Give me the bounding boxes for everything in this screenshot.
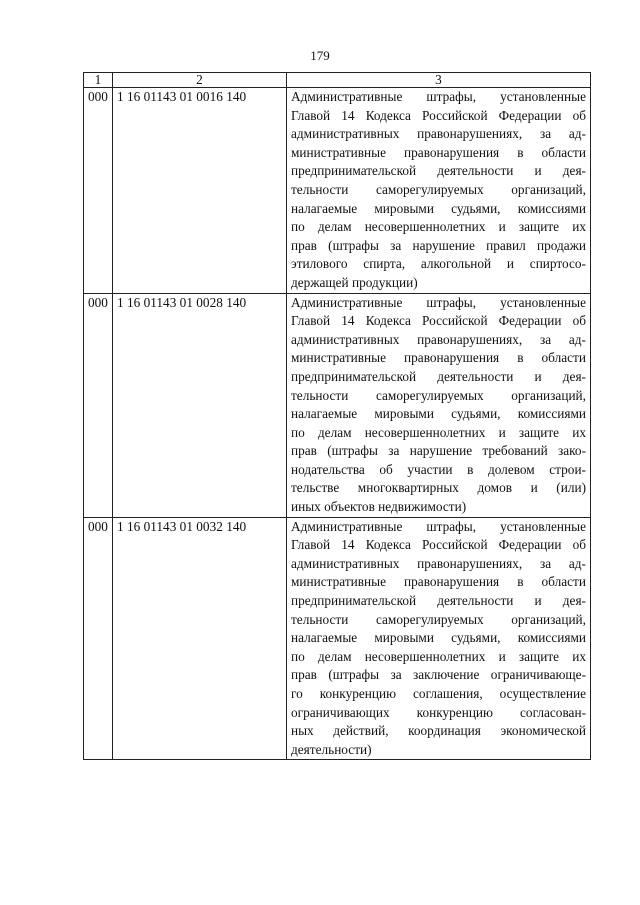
description-line: ограничивающих конкуренцию согласован-: [291, 704, 586, 720]
row-kbk-cell: 1 16 01143 01 0016 140: [113, 88, 287, 294]
table-body: [84, 73, 591, 760]
column-header-1: 1: [84, 73, 113, 88]
column-header-2: 2: [113, 73, 287, 88]
row-code-cell: 000: [84, 88, 113, 294]
description-line: налагаемые мировыми судьями, комиссиями: [291, 200, 586, 216]
description-line: прав (штрафы за заключение ограничивающе-: [291, 667, 586, 683]
description-line: прав (штрафы за нарушение правил продажи: [291, 237, 586, 253]
table-row: [84, 88, 591, 294]
description-line: административных правонарушениях, за ад-: [291, 331, 586, 347]
description-line: предпринимательской деятельности и дея-: [291, 368, 586, 384]
row-description-cell: [287, 293, 591, 517]
description-line: тельности саморегулируемых организаций,: [291, 181, 586, 197]
row-code-cell: 000: [84, 293, 113, 517]
description-line: ных действий, координация экономической: [291, 723, 586, 739]
description-line: Административные штрафы, установленные: [291, 89, 586, 104]
description-line: го конкуренцию соглашения, осуществление: [291, 686, 586, 701]
column-header-3: 3: [287, 73, 591, 88]
description-line: тельности саморегулируемых организаций,: [291, 611, 586, 627]
row-kbk-cell: 1 16 01143 01 0028 140: [113, 293, 287, 517]
description-line: Главой 14 Кодекса Российской Федерации об: [291, 537, 586, 553]
description-line: этилового спирта, алкогольной и спиртосо-: [291, 256, 586, 272]
description-line: налагаемые мировыми судьями, комиссиями: [291, 630, 586, 646]
description-line: тельности саморегулируемых организаций,: [291, 387, 586, 403]
description-line: министративные правонарушения в области: [291, 350, 586, 366]
description-line: иных объектов недвижимости): [291, 499, 467, 515]
description-line: министративные правонарушения в области: [291, 144, 586, 160]
page-number: 179: [310, 48, 330, 63]
description-line: Главой 14 Кодекса Российской Федерации об: [291, 107, 586, 123]
row-description-cell: [287, 517, 591, 760]
row-kbk-cell: 1 16 01143 01 0032 140: [113, 517, 287, 760]
row-code-cell: 000: [84, 517, 113, 760]
description-line: держащей продукции): [291, 274, 418, 290]
description-line: предпринимательской деятельности и дея-: [291, 163, 586, 179]
description-line: административных правонарушениях, за ад-: [291, 555, 586, 571]
description-line: по делам несовершеннолетних и защите их: [291, 648, 586, 664]
table-row: [84, 293, 591, 517]
description-line: по делам несовершеннолетних и защите их: [291, 424, 586, 440]
row-description-cell: [287, 88, 591, 294]
description-line: Административные штрафы, установленные: [291, 518, 586, 534]
description-line: Главой 14 Кодекса Российской Федерации об: [291, 313, 586, 329]
description-line: по делам несовершеннолетних и защите их: [291, 219, 586, 235]
description-line: прав (штрафы за нарушение требований зако-: [291, 443, 586, 459]
description-line: тельстве многоквартирных домов и (или): [291, 480, 586, 496]
description-line: Административные штрафы, установленные: [291, 294, 586, 310]
description-line: нодательства об участии в долевом строи-: [291, 461, 586, 477]
document-table: [83, 72, 591, 760]
description-line: предпринимательской деятельности и дея-: [291, 593, 586, 609]
description-line: налагаемые мировыми судьями, комиссиями: [291, 406, 586, 422]
description-line: административных правонарушениях, за ад-: [291, 126, 586, 142]
description-line: министративные правонарушения в области: [291, 574, 586, 590]
description-line: деятельности): [291, 741, 372, 757]
table-header-row: [84, 73, 591, 88]
table-row: [84, 517, 591, 760]
